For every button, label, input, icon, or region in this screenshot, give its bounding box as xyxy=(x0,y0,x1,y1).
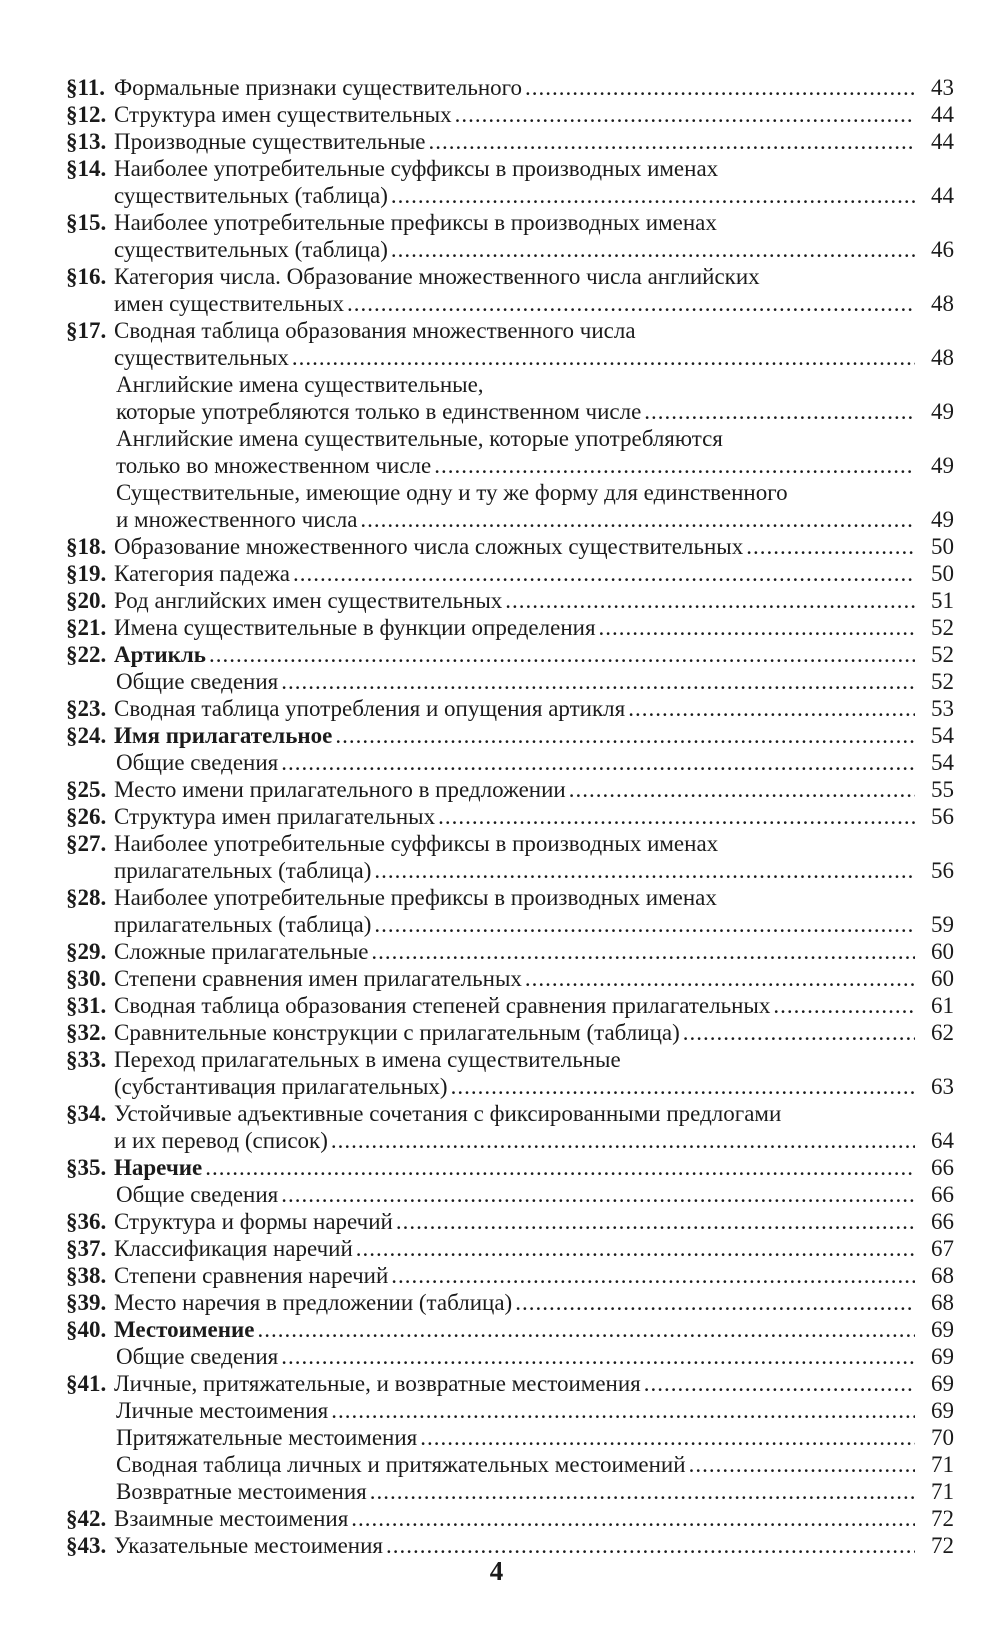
entry-title-line: Производные существительные xyxy=(114,129,426,154)
page-ref: 62 xyxy=(931,1020,954,1045)
page-ref: 50 xyxy=(931,534,954,559)
toc-entry xyxy=(66,884,954,938)
page-ref: 66 xyxy=(931,1155,954,1180)
page-ref: 60 xyxy=(931,966,954,991)
page-ref: 69 xyxy=(931,1398,954,1423)
section-number: §17. xyxy=(66,318,107,343)
dot-leader xyxy=(689,1451,915,1478)
toc-entry xyxy=(66,1397,954,1424)
toc-entry xyxy=(66,1532,954,1559)
section-number: §37. xyxy=(66,1236,107,1261)
toc-entry xyxy=(66,1262,954,1289)
dot-leader xyxy=(644,1370,915,1397)
toc-entry xyxy=(66,1154,954,1181)
page-ref: 48 xyxy=(931,345,954,370)
page-ref: 56 xyxy=(931,858,954,883)
page-ref: 66 xyxy=(931,1209,954,1234)
entry-title-line: Общие сведения xyxy=(116,750,279,775)
entry-title-line: Наиболее употребительные суффиксы в производных именах xyxy=(114,156,719,181)
page-ref: 68 xyxy=(931,1263,954,1288)
dot-leader xyxy=(391,1262,915,1289)
dot-leader xyxy=(292,344,915,371)
section-number: §12. xyxy=(66,102,107,127)
toc-entry xyxy=(66,641,954,668)
dot-leader xyxy=(644,398,915,425)
section-number: §41. xyxy=(66,1371,107,1396)
page-ref: 67 xyxy=(931,1236,954,1261)
entry-title-line: Личные местоимения xyxy=(116,1398,329,1423)
entry-title-line: Классификация наречий xyxy=(114,1236,353,1261)
page-ref: 71 xyxy=(931,1479,954,1504)
section-number: §20. xyxy=(66,588,107,613)
toc-entry xyxy=(66,1478,954,1505)
entry-title-line: Сравнительные конструкции с прилагательным (таблица) xyxy=(114,1020,680,1045)
entry-title-line: Английские имена существительные, которые употребляются xyxy=(116,426,723,451)
section-number: §31. xyxy=(66,993,107,1018)
section-number: §36. xyxy=(66,1209,107,1234)
dot-leader xyxy=(746,533,915,560)
entry-title-line: Личные, притяжательные, и возвратные местоимения xyxy=(114,1371,641,1396)
section-number: §40. xyxy=(66,1317,107,1342)
toc-entry xyxy=(66,1370,954,1397)
dot-leader xyxy=(374,857,915,884)
entry-title-line: Структура имен прилагательных xyxy=(114,804,436,829)
entry-title-line: Род английских имен существительных xyxy=(114,588,503,613)
entry-title-line: только во множественном числе xyxy=(116,453,432,478)
section-number: §22. xyxy=(66,642,107,667)
dot-leader xyxy=(335,722,915,749)
entry-title-line: прилагательных (таблица) xyxy=(114,858,372,883)
entry-title-line: которые употребляются только в единственном числе xyxy=(116,399,642,424)
toc-entry xyxy=(66,74,954,101)
section-number: §21. xyxy=(66,615,107,640)
page-ref: 46 xyxy=(931,237,954,262)
entry-title-line: Имя прилагательное xyxy=(114,723,333,748)
dot-leader xyxy=(451,1073,915,1100)
dot-leader xyxy=(438,803,915,830)
dot-leader xyxy=(569,776,915,803)
dot-leader xyxy=(525,965,915,992)
entry-title-line: Место наречия в предложении (таблица) xyxy=(114,1290,513,1315)
dot-leader xyxy=(281,749,915,776)
section-number: §24. xyxy=(66,723,107,748)
dot-leader xyxy=(281,1343,915,1370)
toc-entry xyxy=(66,1046,954,1100)
dot-leader xyxy=(360,506,915,533)
entry-title-line: и множественного числа xyxy=(116,507,358,532)
dot-leader xyxy=(370,1478,915,1505)
toc-entry xyxy=(66,317,954,371)
toc-entry xyxy=(66,830,954,884)
dot-leader xyxy=(386,1532,915,1559)
entry-title-line: имен существительных xyxy=(114,291,344,316)
entry-title-line: Сводная таблица образования степеней сравнения прилагательных xyxy=(114,993,771,1018)
entry-title-line: Устойчивые адъективные сочетания с фиксированными предлогами xyxy=(114,1101,782,1126)
page-ref: 66 xyxy=(931,1182,954,1207)
dot-leader xyxy=(391,182,915,209)
entry-title-line: Общие сведения xyxy=(116,1182,279,1207)
section-number: §15. xyxy=(66,210,107,235)
section-number: §19. xyxy=(66,561,107,586)
entry-title-line: Имена существительные в функции определения xyxy=(114,615,596,640)
toc-entry xyxy=(66,803,954,830)
toc-entry xyxy=(66,425,954,479)
entry-title-line: Степени сравнения имен прилагательных xyxy=(114,966,522,991)
section-number: §35. xyxy=(66,1155,107,1180)
dot-leader xyxy=(356,1235,915,1262)
entry-title-line: Английские имена существительные, xyxy=(116,372,484,397)
page-ref: 53 xyxy=(931,696,954,721)
section-number: §13. xyxy=(66,129,107,154)
section-number: §18. xyxy=(66,534,107,559)
entry-title-line: Артикль xyxy=(114,642,206,667)
toc-entry xyxy=(66,101,954,128)
entry-title-line: Категория падежа xyxy=(114,561,290,586)
page-ref: 50 xyxy=(931,561,954,586)
section-number: §42. xyxy=(66,1506,107,1531)
page-ref: 69 xyxy=(931,1344,954,1369)
dot-leader xyxy=(505,587,915,614)
entry-title-line: Притяжательные местоимения xyxy=(116,1425,418,1450)
dot-leader xyxy=(351,1505,915,1532)
toc-entry xyxy=(66,1100,954,1154)
entry-title-line: Местоимение xyxy=(114,1317,255,1342)
page-ref: 63 xyxy=(931,1074,954,1099)
toc-entry xyxy=(66,1424,954,1451)
table-of-contents xyxy=(66,74,954,1559)
page-ref: 52 xyxy=(931,669,954,694)
page-ref: 54 xyxy=(931,750,954,775)
dot-leader xyxy=(257,1316,915,1343)
page-ref: 44 xyxy=(931,102,954,127)
toc-entry xyxy=(66,263,954,317)
entry-title-line: Место имени прилагательного в предложении xyxy=(114,777,566,802)
entry-title-line: существительных xyxy=(114,345,289,370)
dot-leader xyxy=(515,1289,915,1316)
dot-leader xyxy=(347,290,915,317)
page-ref: 69 xyxy=(931,1371,954,1396)
section-number: §16. xyxy=(66,264,107,289)
section-number: §25. xyxy=(66,777,107,802)
dot-leader xyxy=(628,695,915,722)
toc-entry xyxy=(66,668,954,695)
page-ref: 49 xyxy=(931,399,954,424)
dot-leader xyxy=(599,614,915,641)
entry-title-line: (субстантивация прилагательных) xyxy=(114,1074,448,1099)
entry-title-line: Переход прилагательных в имена существительные xyxy=(114,1047,621,1072)
toc-entry xyxy=(66,1505,954,1532)
section-number: §26. xyxy=(66,804,107,829)
toc-entry xyxy=(66,749,954,776)
entry-title-line: Наречие xyxy=(114,1155,203,1180)
entry-title-line: Категория числа. Образование множественного числа английских xyxy=(114,264,760,289)
toc-entry xyxy=(66,128,954,155)
page-ref: 48 xyxy=(931,291,954,316)
toc-entry xyxy=(66,776,954,803)
dot-leader xyxy=(374,911,915,938)
page-ref: 44 xyxy=(931,183,954,208)
toc-entry xyxy=(66,1343,954,1370)
entry-title-line: Сводная таблица образования множественного числа xyxy=(114,318,636,343)
dot-leader xyxy=(773,992,915,1019)
section-number: §39. xyxy=(66,1290,107,1315)
toc-entry xyxy=(66,1316,954,1343)
page-ref: 43 xyxy=(931,75,954,100)
section-number: §28. xyxy=(66,885,107,910)
entry-title-line: Сложные прилагательные xyxy=(114,939,369,964)
section-number: §29. xyxy=(66,939,107,964)
dot-leader xyxy=(205,1154,915,1181)
entry-title-line: Сводная таблица личных и притяжательных местоимений xyxy=(116,1452,686,1477)
toc-entry xyxy=(66,371,954,425)
page-ref: 56 xyxy=(931,804,954,829)
entry-title-line: существительных (таблица) xyxy=(114,183,388,208)
dot-leader xyxy=(434,452,915,479)
dot-leader xyxy=(331,1127,915,1154)
section-number: §43. xyxy=(66,1533,107,1558)
dot-leader xyxy=(331,1397,915,1424)
dot-leader xyxy=(281,668,915,695)
dot-leader xyxy=(371,938,915,965)
page-ref: 49 xyxy=(931,507,954,532)
dot-leader xyxy=(281,1181,915,1208)
dot-leader xyxy=(455,101,915,128)
entry-title-line: Образование множественного числа сложных существительных xyxy=(114,534,744,559)
entry-title-line: Существительные, имеющие одну и ту же форму для единственного xyxy=(116,480,788,505)
section-number: §30. xyxy=(66,966,107,991)
dot-leader xyxy=(391,236,915,263)
toc-entry xyxy=(66,1289,954,1316)
entry-title-line: Структура и формы наречий xyxy=(114,1209,393,1234)
page-number: 4 xyxy=(489,1556,504,1586)
section-number: §11. xyxy=(66,75,105,100)
page-ref: 54 xyxy=(931,723,954,748)
page-ref: 71 xyxy=(931,1452,954,1477)
toc-entry xyxy=(66,1208,954,1235)
page-ref: 72 xyxy=(931,1506,954,1531)
dot-leader xyxy=(209,641,915,668)
page-ref: 59 xyxy=(931,912,954,937)
page-ref: 51 xyxy=(931,588,954,613)
page-ref: 49 xyxy=(931,453,954,478)
toc-entry xyxy=(66,560,954,587)
dot-leader xyxy=(396,1208,915,1235)
toc-entry xyxy=(66,695,954,722)
entry-title-line: существительных (таблица) xyxy=(114,237,388,262)
page-ref: 61 xyxy=(931,993,954,1018)
section-number: §27. xyxy=(66,831,107,856)
entry-title-line: Наиболее употребительные префиксы в производных именах xyxy=(114,885,717,910)
page-ref: 68 xyxy=(931,1290,954,1315)
dot-leader xyxy=(525,74,915,101)
toc-entry xyxy=(66,209,954,263)
page-ref: 60 xyxy=(931,939,954,964)
entry-title-line: Наиболее употребительные префиксы в производных именах xyxy=(114,210,717,235)
page-ref: 69 xyxy=(931,1317,954,1342)
entry-title-line: Структура имен существительных xyxy=(114,102,452,127)
dot-leader xyxy=(683,1019,915,1046)
page-ref: 52 xyxy=(931,642,954,667)
toc-entry xyxy=(66,965,954,992)
entry-title-line: Взаимные местоимения xyxy=(114,1506,349,1531)
entry-title-line: Общие сведения xyxy=(116,1344,279,1369)
page-ref: 72 xyxy=(931,1533,954,1558)
entry-title-line: Возвратные местоимения xyxy=(116,1479,367,1504)
section-number: §34. xyxy=(66,1101,107,1126)
section-number: §14. xyxy=(66,156,107,181)
page-ref: 52 xyxy=(931,615,954,640)
toc-entry xyxy=(66,155,954,209)
toc-entry xyxy=(66,992,954,1019)
section-number: §32. xyxy=(66,1020,107,1045)
toc-entry xyxy=(66,1235,954,1262)
section-number: §23. xyxy=(66,696,107,721)
toc-entry xyxy=(66,1451,954,1478)
page-ref: 70 xyxy=(931,1425,954,1450)
section-number: §38. xyxy=(66,1263,107,1288)
entry-title-line: прилагательных (таблица) xyxy=(114,912,372,937)
entry-title-line: Степени сравнения наречий xyxy=(114,1263,389,1288)
toc-entry xyxy=(66,1181,954,1208)
entry-title-line: Общие сведения xyxy=(116,669,279,694)
entry-title-line: и их перевод (список) xyxy=(114,1128,328,1153)
entry-title-line: Указательные местоимения xyxy=(114,1533,384,1558)
toc-entry xyxy=(66,722,954,749)
entry-title-line: Формальные признаки существительного xyxy=(114,75,522,100)
dot-leader xyxy=(293,560,915,587)
entry-title-line: Наиболее употребительные суффиксы в производных именах xyxy=(114,831,719,856)
dot-leader xyxy=(429,128,916,155)
page-ref: 44 xyxy=(931,129,954,154)
toc-entry xyxy=(66,533,954,560)
page-ref: 64 xyxy=(931,1128,954,1153)
section-number: §33. xyxy=(66,1047,107,1072)
toc-entry xyxy=(66,479,954,533)
toc-entry xyxy=(66,587,954,614)
toc-entry xyxy=(66,938,954,965)
toc-entry xyxy=(66,1019,954,1046)
entry-title-line: Сводная таблица употребления и опущения артикля xyxy=(114,696,626,721)
page-ref: 55 xyxy=(931,777,954,802)
toc-entry xyxy=(66,614,954,641)
dot-leader xyxy=(420,1424,915,1451)
